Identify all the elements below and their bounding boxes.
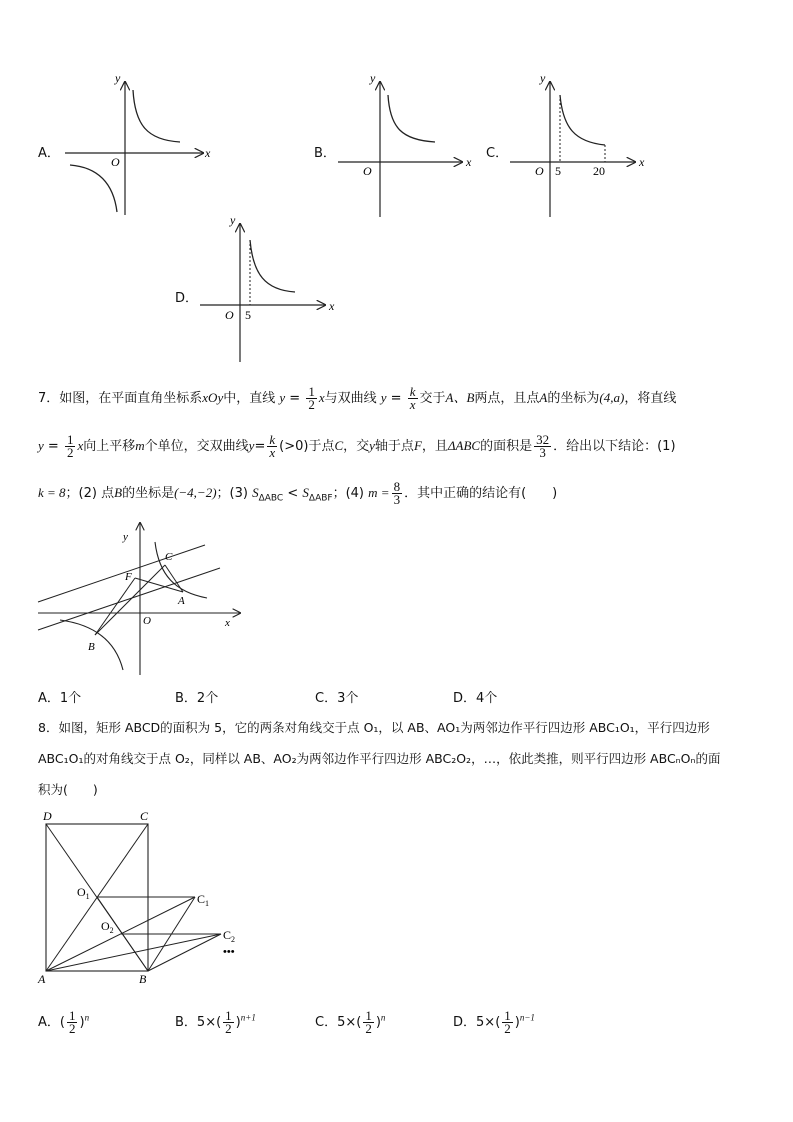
point-b-label: B <box>139 972 147 986</box>
q7-line3: k = 8；(2) 点B的坐标是(−4,−2)；(3) $S_{\Delta ABC} < S_{\Delta ABF}$；(4) m = $\frac{8}{3}$ ．其中正确的结论有( ) <box>38 479 558 507</box>
segment-ac2 <box>46 934 221 971</box>
origin-label: O <box>363 164 372 178</box>
point-o1-label: $O_1$ <box>77 885 90 901</box>
q8-option-d[interactable]: D．5×( $\frac{1}{2}$ )$^{n-1}$ <box>453 1008 535 1036</box>
option-b-label: B． <box>314 146 336 161</box>
q7-option-b[interactable]: B．2个 <box>175 691 219 706</box>
option-c-label: C． <box>486 146 509 161</box>
q7-option-d[interactable]: D．4个 <box>453 691 498 706</box>
point-o2-label: $O_2$ <box>101 919 114 935</box>
q8-option-a[interactable]: A．( $\frac{1}{2}$ )$^n$ <box>38 1008 90 1036</box>
q8-option-c[interactable]: C．5×( $\frac{1}{2}$ )$^n$ <box>315 1008 386 1036</box>
q7-option-c[interactable]: C．3个 <box>315 691 359 706</box>
q7-line2: y = $\frac{1}{2}$ x向上平移m个单位，交双曲线y= $\frac{k}{x}$ (>0)于点C，交y轴于点F，且ΔABC的面积是 $\frac{32}{3}$ ．给出以下结论：(1) <box>38 432 676 460</box>
x-label: x <box>225 617 230 629</box>
x-label: x <box>329 299 335 313</box>
q7-option-a[interactable]: A．1个 <box>38 691 82 706</box>
y-label: y <box>370 71 376 85</box>
y-label: y <box>540 71 546 85</box>
point-a-label: A <box>38 972 46 986</box>
continuation-dots: ••• <box>223 946 235 958</box>
tick-label: 5 <box>555 164 561 178</box>
point-c2-label: $C_2$ <box>223 928 236 944</box>
q8-option-b[interactable]: B．5×( $\frac{1}{2}$ )$^{n+1}$ <box>175 1008 256 1036</box>
q8-line2: ABC₁O₁的对角线交于点 O₂，同样以 AB、AO₂为两邻边作平行四边形 ABC₂O₂，…，依此类推，则平行四边形 ABCₙOₙ的面 <box>38 751 721 766</box>
x-label: x <box>639 155 645 169</box>
graph-d <box>195 212 345 367</box>
segment-bc2 <box>148 934 221 971</box>
x-label: x <box>466 155 472 169</box>
point-c1-label: $C_1$ <box>197 892 210 908</box>
q7-figure <box>35 520 250 680</box>
hyperbola-branch <box>133 90 180 142</box>
hyperbola-segment <box>560 95 605 145</box>
point-c-label: C <box>165 551 173 563</box>
origin-label: O <box>535 164 544 178</box>
segment-fb <box>95 578 135 635</box>
hyperbola-branch <box>388 95 435 142</box>
y-label: y <box>230 213 236 227</box>
line-fc <box>38 545 205 602</box>
origin-label: O <box>111 155 120 169</box>
hyperbola-segment <box>250 240 295 292</box>
tick-label: 5 <box>245 308 251 322</box>
option-a-label: A． <box>38 146 60 161</box>
point-c-label: C <box>140 809 149 823</box>
y-label: y <box>115 71 121 85</box>
option-d-label: D． <box>175 291 199 306</box>
q8-figure <box>35 806 250 991</box>
q7-line1: 7．如图，在平面直角坐标系xOy中，直线 y = $\frac{1}{2}$ x与双曲线 y = $\frac{k}{x}$ 交于A、B两点，且点A的坐标为(4,a)，将直线 <box>38 384 677 412</box>
q8-line1: 8．如图，矩形 ABCD的面积为 5，它的两条对角线交于点 O₁，以 AB、AO₁为两邻边作平行四边形 ABC₁O₁，平行四边形 <box>38 720 710 735</box>
point-b-label: B <box>88 641 95 653</box>
tick-label: 20 <box>593 164 605 178</box>
graph-a <box>55 70 225 220</box>
point-a-label: A <box>178 595 185 607</box>
point-d-label: D <box>43 809 52 823</box>
point-f-label: F <box>125 571 132 583</box>
hyperbola-branch <box>70 165 117 212</box>
x-label: x <box>205 146 211 160</box>
graph-c <box>505 70 655 220</box>
origin-label: O <box>143 615 151 627</box>
y-label: y <box>123 531 128 543</box>
graph-b <box>330 70 480 220</box>
origin-label: O <box>225 308 234 322</box>
q8-line3: 积为( ) <box>38 782 98 797</box>
